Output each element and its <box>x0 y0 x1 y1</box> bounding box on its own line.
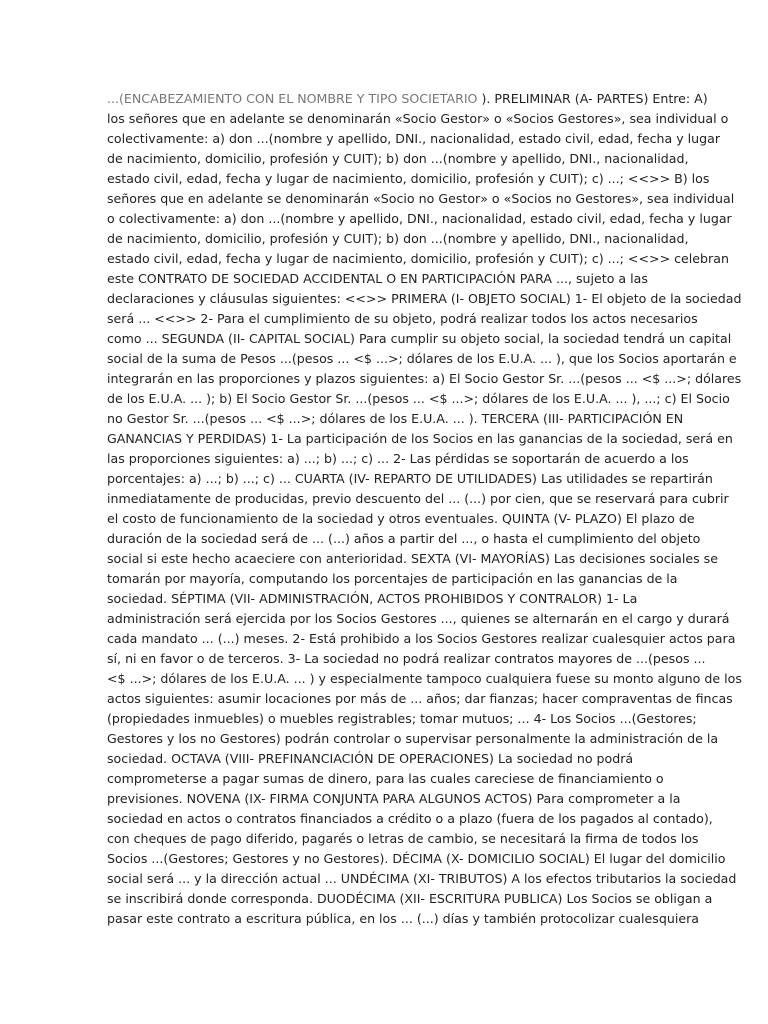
header-placeholder: ...(ENCABEZAMIENTO CON EL NOMBRE Y TIPO SOCIETARIO <box>107 91 478 106</box>
text-line: sociedad. SÉPTIMA (VII- ADMINISTRACIÓN, ACTOS PROHIBIDOS Y CONTRALOR) 1- La <box>107 591 638 606</box>
text-line: integrarán en las proporciones y plazos siguientes: a) El Socio Gestor Sr. ...(pesos ... <$ ...>; dólares <box>107 371 742 386</box>
text-line: sociedad en actos o contratos financiados a crédito o a plazo (fuera de los pagados al contado), <box>107 811 713 826</box>
text-line: GANANCIAS Y PERDIDAS) 1- La participación de los Socios en las ganancias de la sociedad, será en <box>107 431 733 446</box>
text-line: (propiedades inmuebles) o muebles registrables; tomar mutuos; ... 4- Los Socios ...(Gestores; <box>107 711 697 726</box>
text-line: estado civil, edad, fecha y lugar de nacimiento, domicilio, profesión y CUIT); c) ...; <<>> B) los <box>107 171 710 186</box>
text-line: estado civil, edad, fecha y lugar de nacimiento, domicilio, profesión y CUIT); c) ...; <<>> celebran <box>107 251 729 266</box>
contract-text <box>107 109 742 929</box>
text-line: colectivamente: a) don ...(nombre y apellido, DNI., nacionalidad, estado civil, edad, fecha y lugar <box>107 131 721 146</box>
first-line <box>107 89 708 109</box>
text-line: cada mandato ... (...) meses. 2- Está prohibido a los Socios Gestores realizar cualesquier actos para <box>107 631 736 646</box>
text-line: no Gestor Sr. ...(pesos ... <$ ...>; dólares de los E.U.A. ... ). TERCERA (III- PARTICIPACIÓN EN <box>107 411 684 426</box>
text-line: porcentajes: a) ...; b) ...; c) ... CUARTA (IV- REPARTO DE UTILIDADES) Las utilidades se repartirán <box>107 471 713 486</box>
contract-body <box>107 89 742 929</box>
text-line: las proporciones siguientes: a) ...; b) ...; c) ... 2- Las pérdidas se soportarán de acuerdo a los <box>107 451 689 466</box>
text-line: inmediatamente de producidas, previo descuento del ... (...) por cien, que se reservará para cubrir <box>107 491 729 506</box>
text-line: los señores que en adelante se denominarán «Socio Gestor» o «Socios Gestores», sea individual o <box>107 111 729 126</box>
text-line: o colectivamente: a) don ...(nombre y apellido, DNI., nacionalidad, estado civil, edad, fecha y lugar <box>107 211 732 226</box>
text-line: social si este hecho acaeciere con anterioridad. SEXTA (VI- MAYORÍAS) Las decisiones sociales se <box>107 551 718 566</box>
text-line: declaraciones y cláusulas siguientes: <<>> PRIMERA (I- OBJETO SOCIAL) 1- El objeto de la sociedad <box>107 291 742 306</box>
text-line: este CONTRATO DE SOCIEDAD ACCIDENTAL O EN PARTICIPACIÓN PARA ..., sujeto a las <box>107 271 648 286</box>
text-line: sí, ni en favor o de terceros. 3- La sociedad no podrá realizar contratos mayores de ...(pesos ... <box>107 651 706 666</box>
text-line: será ... <<>> 2- Para el cumplimiento de su objeto, podrá realizar todos los actos necesarios <box>107 311 698 326</box>
text-line: como ... SEGUNDA (II- CAPITAL SOCIAL) Para cumplir su objeto social, la sociedad tendrá un capital <box>107 331 732 346</box>
first-line-text: ). PRELIMINAR (A- PARTES) Entre: A) <box>477 91 708 106</box>
text-line: social será ... y la dirección actual ... UNDÉCIMA (XI- TRIBUTOS) A los efectos tributarios la sociedad <box>107 871 737 886</box>
text-line: de nacimiento, domicilio, profesión y CUIT); b) don ...(nombre y apellido, DNI., nacionalidad, <box>107 151 689 166</box>
text-line: Gestores y los no Gestores) podrán controlar o supervisar personalmente la administración de la <box>107 731 719 746</box>
text-line: sociedad. OCTAVA (VIII- PREFINANCIACIÓN DE OPERACIONES) La sociedad no podrá <box>107 751 634 766</box>
text-line: de los E.U.A. ... ); b) El Socio Gestor Sr. ...(pesos ... <$ ...>; dólares de los E.U.A. ... ), ...; c) El Socio <box>107 391 730 406</box>
text-line: tomarán por mayoría, computando los porcentajes de participación en las ganancias de la <box>107 571 678 586</box>
text-line: duración de la sociedad será de ... (...) años a partir del ..., o hasta el cumplimiento del objeto <box>107 531 701 546</box>
text-line: previsiones. NOVENA (IX- FIRMA CONJUNTA PARA ALGUNOS ACTOS) Para comprometer a la <box>107 791 681 806</box>
text-line: pasar este contrato a escritura pública, en los ... (...) días y también protocolizar cualesquiera <box>107 911 699 926</box>
text-line: actos siguientes: asumir locaciones por más de ... años; dar fianzas; hacer compraventas de fincas <box>107 691 733 706</box>
text-line: el costo de funcionamiento de la sociedad y otros eventuales. QUINTA (V- PLAZO) El plazo de <box>107 511 695 526</box>
text-line: comprometerse a pagar sumas de dinero, para las cuales careciese de financiamiento o <box>107 771 664 786</box>
text-line: señores que en adelante se denominarán «Socio no Gestor» o «Socios no Gestores», sea individual <box>107 191 735 206</box>
text-line: social de la suma de Pesos ...(pesos ... <$ ...>; dólares de los E.U.A. ... ), que los Socios aportarán e <box>107 351 737 366</box>
text-line: se inscribirá donde corresponda. DUODÉCIMA (XII- ESCRITURA PUBLICA) Los Socios se obligan a <box>107 891 713 906</box>
text-line: de nacimiento, domicilio, profesión y CUIT); b) don ...(nombre y apellido, DNI., nacionalidad, <box>107 231 689 246</box>
text-line: con cheques de pago diferido, pagarés o letras de cambio, se necesitará la firma de todos los <box>107 831 699 846</box>
text-line: administración será ejercida por los Socios Gestores ..., quienes se alternarán en el cargo y durará <box>107 611 730 626</box>
text-line: <$ ...>; dólares de los E.U.A. ... ) y especialmente tampoco cualquiera fuese su monto alguno de los <box>107 671 742 686</box>
text-line: Socios ...(Gestores; Gestores y no Gestores). DÉCIMA (X- DOMICILIO SOCIAL) El lugar del domicilio <box>107 851 726 866</box>
